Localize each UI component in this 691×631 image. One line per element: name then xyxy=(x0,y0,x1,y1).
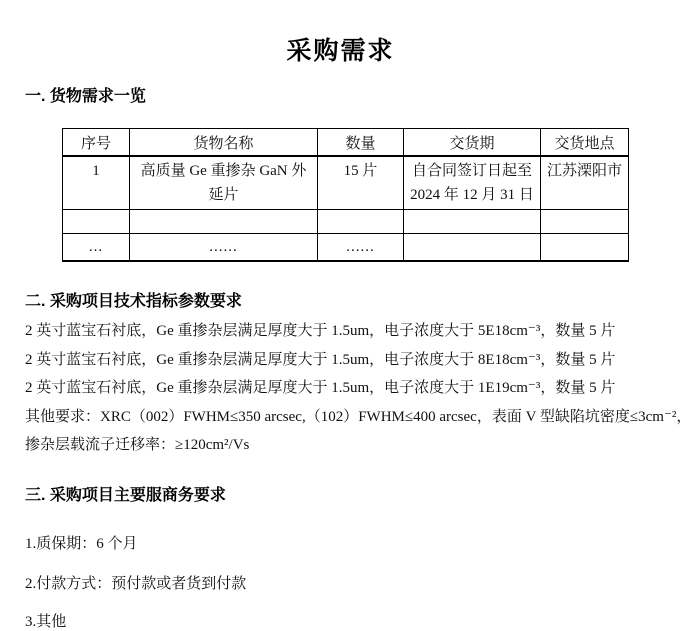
business-item-warranty: 1.质保期：6 个月 xyxy=(25,535,138,552)
table-header-cell-quantity: 数量 xyxy=(318,129,404,157)
table-cell-goods-name xyxy=(130,210,318,234)
tech-spec-line: 2 英寸蓝宝石衬底，Ge 重掺杂层满足厚度大于 1.5um，电子浓度大于 1E19cm⁻³，数量 5 片 xyxy=(25,380,616,396)
table-header-cell-seq: 序号 xyxy=(63,129,130,157)
table-row xyxy=(63,156,629,210)
section-heading-goods-overview: 一. 货物需求一览 xyxy=(25,88,146,105)
table-cell-seq xyxy=(63,210,130,234)
table-cell-delivery-place xyxy=(541,234,629,262)
table-row xyxy=(63,234,629,262)
table-cell-delivery-period: 自合同签订日起至 2024 年 12 月 31 日 xyxy=(404,156,541,210)
section-heading-business-requirements: 三. 采购项目主要服商务要求 xyxy=(25,486,226,504)
table-row xyxy=(63,210,629,234)
table-cell-delivery-place: 江苏溧阳市 xyxy=(541,156,629,210)
tech-spec-line: 2 英寸蓝宝石衬底，Ge 重掺杂层满足厚度大于 1.5um，电子浓度大于 8E18cm⁻³，数量 5 片 xyxy=(25,351,616,368)
table-header-cell-delivery-place: 交货地点 xyxy=(541,129,629,157)
table-cell-delivery-period xyxy=(404,234,541,262)
table-cell-goods-name: 高质量 Ge 重掺杂 GaN 外延片 xyxy=(130,156,318,210)
goods-requirements-table xyxy=(62,128,629,262)
table-cell-seq: ... xyxy=(63,234,130,262)
section-heading-technical-specs: 二. 采购项目技术指标参数要求 xyxy=(25,293,242,310)
table-cell-seq: 1 xyxy=(63,156,130,210)
table-cell-quantity: ...... xyxy=(318,234,404,262)
table-header-cell-delivery-period: 交货期 xyxy=(404,129,541,157)
table-cell-quantity xyxy=(318,210,404,234)
table-header-row xyxy=(63,129,629,157)
table-cell-delivery-period xyxy=(404,210,541,234)
page-title: 采购需求 xyxy=(286,37,395,65)
technical-specs-block xyxy=(0,317,691,460)
tech-spec-line: 2 英寸蓝宝石衬底，Ge 重掺杂层满足厚度大于 1.5um，电子浓度大于 5E18cm⁻³，数量 5 片 xyxy=(25,323,616,339)
tech-spec-line: 掺杂层载流子迁移率：≥120cm²/Vs xyxy=(25,437,250,453)
table-cell-quantity: 15 片 xyxy=(318,156,404,210)
table-cell-delivery-place xyxy=(541,210,629,234)
tech-spec-line: 其他要求：XRC（002）FWHM≤350 arcsec,（102）FWHM≤400 arcsec，表面 V 型缺陷坑密度≤3cm⁻²， xyxy=(25,408,691,425)
business-item-other: 3.其他 xyxy=(25,613,67,630)
table-cell-goods-name: ...... xyxy=(130,234,318,262)
table-header-cell-goods-name: 货物名称 xyxy=(130,129,318,157)
business-item-payment: 2.付款方式：预付款或者货到付款 xyxy=(25,575,247,592)
